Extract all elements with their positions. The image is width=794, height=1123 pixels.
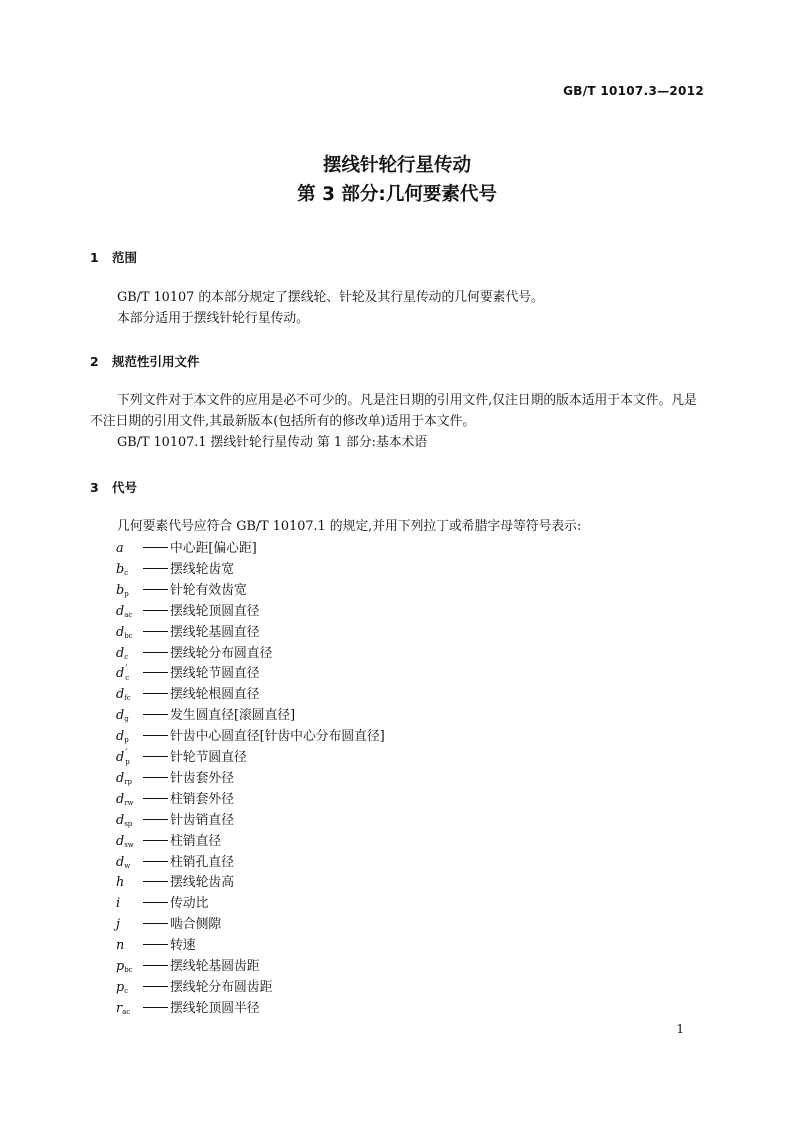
symbol-subscript: bc — [124, 631, 133, 640]
em-dash-separator — [143, 756, 168, 757]
em-dash-separator — [143, 631, 168, 632]
symbol-subscript: ac — [122, 1007, 131, 1016]
symbol-description: 摆线轮齿高 — [170, 875, 234, 891]
symbol-row — [116, 998, 260, 1019]
symbol-base: a — [116, 541, 124, 556]
symbol-subscript: fc — [124, 694, 131, 703]
em-dash-separator — [143, 902, 168, 903]
em-dash-separator — [143, 944, 168, 945]
symbol-description: 摆线轮分布圆直径 — [170, 645, 273, 661]
symbol-code — [116, 935, 143, 956]
symbol-description: 啮合侧隙 — [170, 917, 222, 933]
symbol-base: d — [116, 770, 125, 786]
symbol-description: 摆线轮节圆直径 — [170, 666, 260, 682]
em-dash-separator — [143, 714, 168, 715]
symbol-description: 摆线轮齿宽 — [170, 561, 234, 577]
symbol-base: d — [116, 791, 125, 807]
symbol-description: 摆线轮根圆直径 — [170, 687, 260, 703]
symbol-subscript: ac — [124, 610, 133, 619]
symbol-row — [116, 559, 234, 580]
symbol-description: 柱销直径 — [170, 833, 222, 849]
symbol-base: d — [116, 687, 125, 703]
em-dash-separator — [143, 798, 168, 799]
symbol-code — [116, 872, 143, 893]
symbol-base: d — [116, 729, 125, 745]
section-title: 范围 — [112, 250, 138, 265]
symbol-subscript: w — [124, 861, 131, 870]
symbol-row — [116, 810, 234, 831]
symbol-base: d — [116, 645, 125, 661]
symbol-base: d — [116, 624, 125, 640]
symbol-code — [116, 914, 143, 935]
symbol-subscript: sw — [124, 840, 134, 849]
section-3-heading — [90, 478, 137, 496]
document-subtitle: 第 3 部分:几何要素代号 — [297, 184, 497, 205]
symbol-row — [116, 580, 247, 601]
symbol-row — [116, 935, 196, 956]
symbol-subscript: g — [124, 715, 129, 724]
symbol-code — [116, 663, 143, 684]
em-dash-separator — [143, 777, 168, 778]
symbol-base: n — [116, 938, 125, 954]
symbol-subscript: c — [124, 986, 129, 995]
symbol-row — [116, 893, 208, 914]
section-1-para-1: GB/T 10107 的本部分规定了摆线轮、针轮及其行星传动的几何要素代号。 — [117, 290, 544, 305]
symbol-subscript: c — [124, 652, 129, 661]
normative-reference: GB/T 10107.1 摆线针轮行星传动 第 1 部分:基本术语 — [117, 435, 428, 450]
symbol-base: d — [116, 833, 125, 849]
symbol-description: 针轮节圆直径 — [170, 750, 247, 765]
symbol-description: 摆线轮分布圆齿距 — [170, 979, 273, 995]
symbol-subscript: p — [124, 736, 129, 745]
symbol-base: j — [116, 917, 120, 933]
symbol-subscript: bc — [124, 966, 133, 974]
section-number: 2 — [90, 354, 99, 369]
standard-code: GB/T 10107.3—2012 — [563, 84, 704, 98]
symbol-base: i — [116, 896, 121, 912]
symbol-base: d — [116, 750, 125, 765]
symbol-row — [116, 977, 272, 998]
symbol-row — [116, 622, 260, 643]
symbol-code — [116, 747, 143, 768]
symbol-base: p — [116, 959, 125, 974]
em-dash-separator — [143, 965, 168, 966]
symbol-row — [116, 768, 234, 789]
symbol-description: 摆线轮基圆齿距 — [170, 959, 260, 974]
symbol-base: r — [116, 1000, 123, 1016]
symbol-base: b — [116, 582, 125, 598]
em-dash-separator — [143, 840, 168, 841]
symbol-row — [116, 705, 295, 726]
symbol-base: h — [116, 875, 125, 891]
symbol-base: d — [116, 708, 125, 724]
symbol-description: 柱销套外径 — [170, 791, 234, 807]
section-2-heading — [90, 352, 200, 370]
em-dash-separator — [143, 589, 168, 590]
symbol-base: d — [116, 603, 125, 619]
symbol-description: 中心距[偏心距] — [170, 541, 257, 556]
symbol-row — [116, 601, 260, 622]
symbol-description: 针齿套外径 — [170, 770, 234, 786]
symbol-code — [116, 998, 143, 1023]
symbol-row — [116, 726, 385, 747]
symbol-row — [116, 914, 221, 935]
symbol-row — [116, 643, 272, 664]
symbol-row — [116, 538, 257, 559]
section-title: 代号 — [112, 480, 138, 495]
symbol-subscript: rp — [124, 777, 133, 786]
section-2-para-1: 下列文件对于本文件的应用是必不可少的。凡是注日期的引用文件,仅注日期的版本适用于本文件。凡是不注日期的引用文件,其最新版本(包括所有的修改单)适用于本文件。 — [90, 393, 697, 429]
em-dash-separator — [143, 652, 168, 653]
symbol-description: 柱销孔直径 — [170, 854, 234, 870]
symbol-code — [116, 893, 143, 914]
section-1-para-2: 本部分适用于摆线针轮行星传动。 — [117, 311, 309, 326]
symbol-description: 传动比 — [170, 896, 209, 912]
symbol-row — [116, 872, 234, 893]
symbol-subscript: c — [124, 568, 129, 577]
symbol-row — [116, 831, 221, 852]
em-dash-separator — [143, 923, 168, 924]
em-dash-separator — [143, 735, 168, 736]
symbol-base: d — [116, 812, 125, 828]
em-dash-separator — [143, 1007, 168, 1008]
symbol-subscript: sp — [124, 819, 133, 828]
symbol-base: d — [116, 666, 125, 682]
section-title: 规范性引用文件 — [112, 354, 200, 369]
em-dash-separator — [143, 547, 168, 548]
em-dash-separator — [143, 693, 168, 694]
em-dash-separator — [143, 861, 168, 862]
symbol-subscript: p — [124, 589, 129, 598]
page-number: 1 — [676, 1022, 684, 1036]
symbol-base: d — [116, 854, 125, 870]
symbol-description: 发生圆直径[滚圆直径] — [170, 708, 296, 724]
symbol-row — [116, 789, 234, 810]
symbol-base: b — [116, 561, 125, 577]
section-3-intro: 几何要素代号应符合 GB/T 10107.1 的规定,并用下列拉丁或希腊字母等符号表示: — [117, 519, 582, 534]
section-1-heading — [90, 248, 137, 266]
symbol-description: 针齿销直径 — [170, 812, 234, 828]
section-number: 1 — [90, 250, 99, 265]
symbol-prime-sub: ′ p — [125, 747, 130, 766]
section-number: 3 — [90, 480, 99, 495]
symbol-row — [116, 747, 247, 768]
em-dash-separator — [143, 672, 168, 673]
symbol-subscript: rw — [124, 798, 134, 807]
em-dash-separator — [143, 986, 168, 987]
symbol-row — [116, 663, 260, 684]
symbol-description: 摆线轮顶圆半径 — [170, 1000, 260, 1016]
symbol-code — [116, 538, 143, 559]
em-dash-separator — [143, 568, 168, 569]
symbol-base: p — [116, 979, 125, 995]
document-title: 摆线针轮行星传动 — [322, 155, 471, 176]
em-dash-separator — [143, 610, 168, 611]
symbol-row — [116, 956, 260, 977]
symbol-description: 针轮有效齿宽 — [170, 582, 247, 598]
symbol-description: 针齿中心圆直径[针齿中心分布圆直径] — [170, 729, 385, 745]
symbol-row — [116, 684, 260, 705]
em-dash-separator — [143, 881, 168, 882]
symbol-description: 摆线轮顶圆直径 — [170, 603, 260, 619]
em-dash-separator — [143, 819, 168, 820]
symbol-prime-sub: ′ c — [125, 663, 130, 682]
symbol-description: 摆线轮基圆直径 — [170, 624, 260, 640]
symbol-row — [116, 852, 234, 873]
symbol-description: 转速 — [170, 938, 196, 954]
